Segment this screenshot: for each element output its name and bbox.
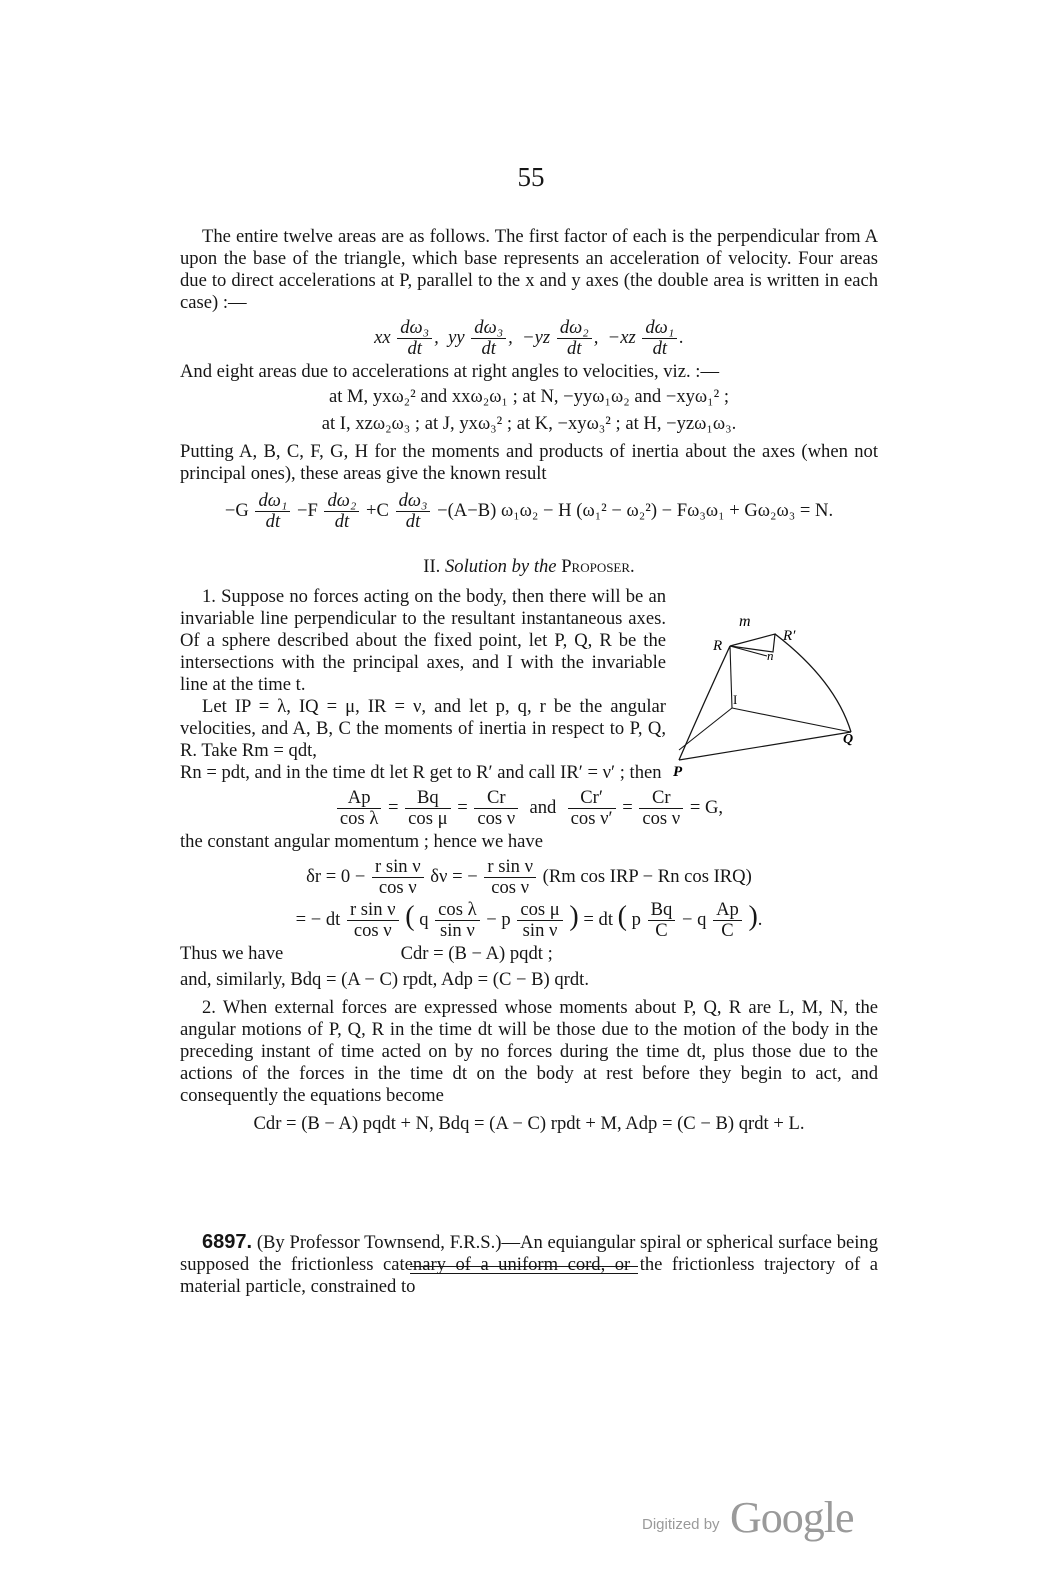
question-6897: 6897. (By Professor Townsend, F.R.S.)—An equiangular spiral or spherical surface being supposed the frictionless catenary of a uniform cord, or the frictionless trajectory of a material particle, constrained to [180,1231,878,1297]
equation-direct-areas: xx $\frac{\text{dω₃}}{dt}$ , yy $\frac{\text{dω₃}}{dt}$ , −yz $\frac{\text{dω₂}}{dt}$ , −xz $\frac{\text{dω₁}}{dt}$ . [374,317,684,359]
equation-delta-r-expanded: = − dt $\frac{\text{r sin ν}}{\text{cos ν}}$ ( q $\frac{\text{cos λ}}{\text{sin ν}}$ − p $\frac{\text{cos μ}}{\text{sin ν}}$ ) = dt ( p $\frac{Bq}{C}$ − q $\frac{Ap}{C}$ ). [295,899,763,941]
google-watermark: Digitized by Google [642,1493,854,1542]
equation-known-result: −G $\frac{\text{dω₁}}{dt}$ −F $\frac{\text{dω₂}}{dt}$ +C $\frac{\text{dω₃}}{dt}$ −(A−B) ω₁ω₂ − H (ω₁² − ω₂²) − Fω₃ω₁ + Gω₂ω₃ = N. [224,490,834,532]
label-R: R [713,638,723,654]
label-n: n [767,648,774,663]
paragraph-let: Let IP = λ, IQ = μ, IR = ν, and let p, q, r be the angular velocities, and A, B, C the moments of inertia in respect to P, Q, R. Take Rm = qdt, [180,696,666,761]
paragraph-areas: The entire twelve areas are as follows. The first factor of each is the perpendicular from A upon the base of the triangle, which base represents an acceleration of velocity. Four areas due to direct accelerations at P, parallel to the x and y axes (the double area is written in each case) :— [180,226,878,313]
paragraph-thus: Thus we have Cdr = (B − A) pqdt ; [180,943,553,964]
paragraph-putting: Putting A, B, C, F, G, H for the moments and products of inertia about the axes (when not principal ones), these areas give the known result [180,441,878,484]
paragraph-rn: Rn = pdt, and in the time dt let R get to R′ and call IR′ = ν′ ; then [180,762,662,783]
section-heading: II. Solution by the Proposer. [423,556,635,577]
equation-at-m-n: at M, yxω₂² and xxω₂ω₁ ; at N, −yyω₁ω₂ and −xyω₁² ; [328,386,730,407]
sphere-diagram [675,610,875,780]
equation-momenta: $\frac{Ap}{\text{cos λ}}$ = $\frac{Bq}{\text{cos μ}}$ = $\frac{Cr}{\text{cos ν}}$ and $\frac{Cr'}{\text{cos ν′}}$ = $\frac{Cr}{\text{cos ν}}$ = G, [180,788,878,829]
section-divider [410,1266,638,1274]
equation-final: Cdr = (B − A) pqdt + N, Bdq = (A − C) rpdt + M, Adp = (C − B) qrdt + L. [253,1113,805,1134]
paragraph-eight-areas: And eight areas due to accelerations at right angles to velocities, viz. :— [180,361,720,382]
label-R-prime: R′ [783,628,796,644]
paragraph-similarly: and, similarly, Bdq = (A − C) rpdt, Adp = (C − B) qrdt. [180,969,589,990]
label-I: I [733,692,738,707]
equation-delta-r: δr = 0 − $\frac{\text{r sin ν}}{\text{cos ν}}$ δν = − $\frac{\text{r sin ν}}{\text{cos ν}}$ (Rm cos IRP − Rn cos IRQ) [306,856,752,898]
label-P: P [673,764,683,780]
equation-at-i-j-k-h: at I, xzω₂ω₃ ; at J, yxω₃² ; at K, −xyω₃² ; at H, −yzω₁ω₃. [321,413,737,434]
label-Q: Q [843,732,854,747]
paragraph-constant: the constant angular momentum ; hence we have [180,831,543,852]
paragraph-external-forces: 2. When external forces are expressed whose moments about P, Q, R are L, M, N, the angular motions of P, Q, R in the time dt will be those due to the motion of the body in the preceding instant of time acted on by no forces during the time dt, plus those due to the actions of the forces in the time dt on the body at rest before they begin to act, and consequently the equations become [180,997,878,1106]
paragraph-suppose: 1. Suppose no forces acting on the body, then there will be an invariable line perpendicular to the resultant instantaneous axes. Of a sphere described about the fixed point, let P, Q, R be the intersections with the principal axes, and I with the invariable line at the time t. [180,586,666,695]
label-m: m [739,613,751,630]
page-number: 55 [517,162,545,192]
